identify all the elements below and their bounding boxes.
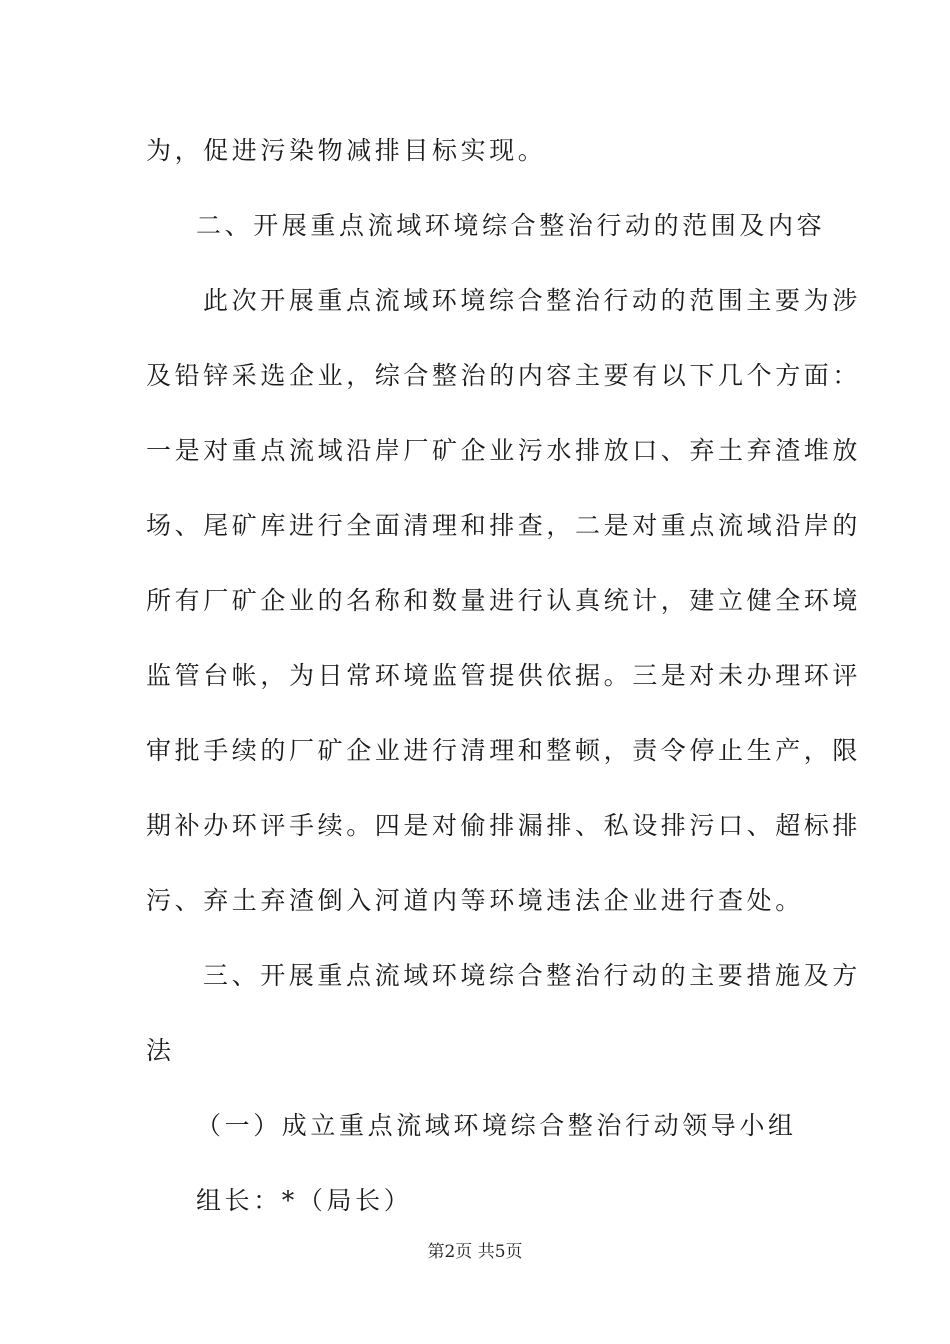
page-number-footer: 第2页 共5页 <box>427 1242 523 1262</box>
section-heading-continuation: 法 <box>146 1036 175 1065</box>
body-text-line: 污、弃土弃渣倒入河道内等环境违法企业进行查处。 <box>146 886 804 915</box>
body-text-line: 此次开展重点流域环境综合整治行动的范围主要为涉 <box>203 286 861 315</box>
body-text-line: 为，促进污染物减排目标实现。 <box>146 136 547 165</box>
body-text-line: 所有厂矿企业的名称和数量进行认真统计，建立健全环境 <box>146 586 862 615</box>
body-text-line: 一是对重点流域沿岸厂矿企业污水排放口、弃土弃渣堆放 <box>146 436 862 465</box>
section-heading: 二、开展重点流域环境综合整治行动的范围及内容 <box>196 211 826 240</box>
section-heading: 三、开展重点流域环境综合整治行动的主要措施及方 <box>203 961 861 990</box>
body-text-line: 监管台帐，为日常环境监管提供依据。三是对未办理环评 <box>146 661 862 690</box>
subsection-heading: （一）成立重点流域环境综合整治行动领导小组 <box>196 1111 797 1140</box>
body-text-line: 审批手续的厂矿企业进行清理和整顿，责令停止生产，限 <box>146 736 862 765</box>
body-text-line: 及铅锌采选企业，综合整治的内容主要有以下几个方面： <box>146 361 862 390</box>
body-text-line: 期补办环评手续。四是对偷排漏排、私设排污口、超标排 <box>146 811 862 840</box>
body-text-line: 组长：*（局长） <box>196 1186 413 1215</box>
body-text-line: 场、尾矿库进行全面清理和排查，二是对重点流域沿岸的 <box>146 511 862 540</box>
